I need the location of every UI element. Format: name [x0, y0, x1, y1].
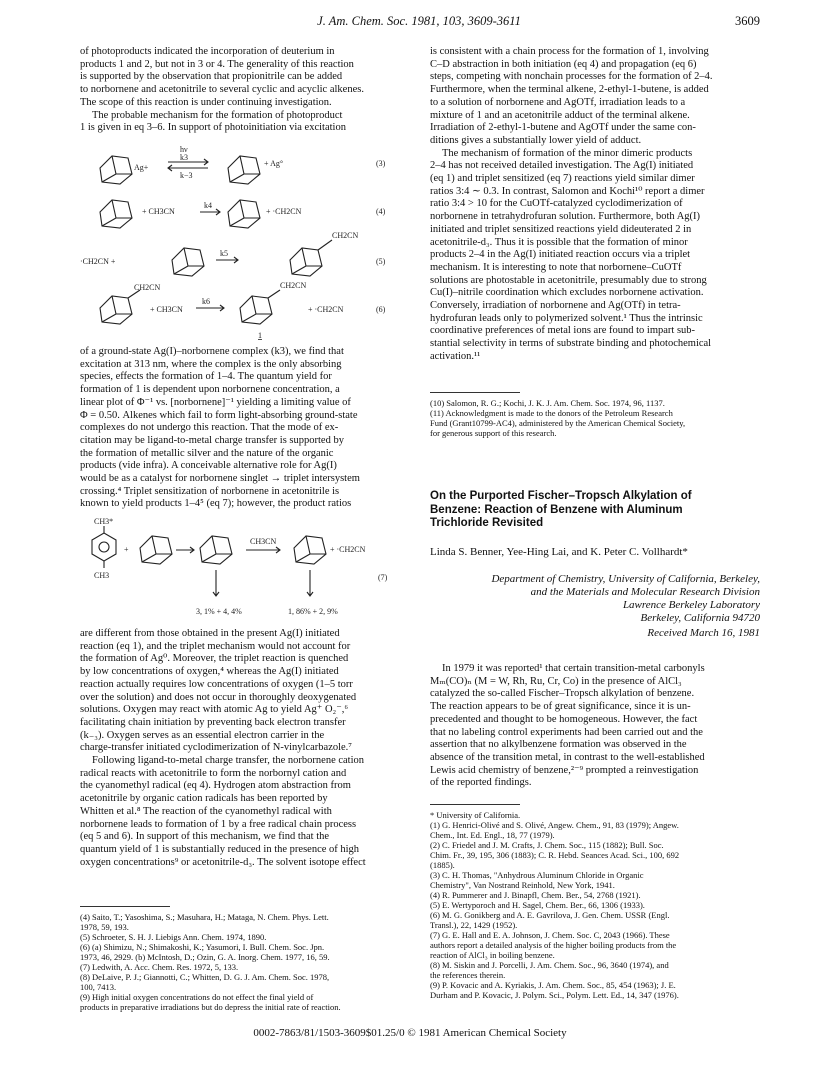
- reference-line: Transl.), 22, 1429 (1952).: [430, 920, 518, 930]
- footnote-divider: [430, 804, 520, 805]
- text-line: oxygen concentrations⁹ or acetonitrile-d₃. The solvent isotope effect: [80, 856, 366, 868]
- text-line: that no labeling control experiments had been carried out and the: [430, 726, 703, 738]
- arrow: [176, 547, 194, 553]
- text-line: absence of the transition metal, in contrast to the well-established: [430, 751, 705, 763]
- text-line: charge-transfer initiated cyclodimerization of N-vinylcarbazole.⁷: [80, 742, 352, 754]
- footnote-divider: [430, 392, 520, 393]
- title-line: Benzene: Reaction of Benzene with Aluminum: [430, 503, 683, 516]
- compound-1-label: 1: [258, 331, 262, 340]
- norbornyl-cation-structure: [228, 200, 260, 228]
- eq5-number: (5): [376, 257, 386, 266]
- k-3-label: k−3: [180, 171, 193, 180]
- author-list: [430, 546, 760, 558]
- text-line: of a ground-state Ag(I)–norbornene complex (k3), we find that: [80, 346, 344, 357]
- text-line: The reaction appears to be of great significance, since it is un-: [430, 701, 691, 713]
- text-line: of photoproducts indicated the incorporation of deuterium in: [80, 46, 335, 57]
- text-line: formation of 1 is dependent upon norbornene concentration, a: [80, 384, 340, 396]
- text-line: Mₘ(CO)ₙ (M = W, Rh, Ru, Cr, Co) in the presence of AlCl₃: [430, 675, 682, 687]
- text-line: Furthermore, when the terminal alkene, 2-ethyl-1-butene, is added: [430, 84, 709, 96]
- title-line: Trichloride Revisited: [430, 517, 544, 529]
- ag-plus-label: Ag+: [134, 163, 149, 172]
- text-line: complexes do not undergo this reaction. That the mode of ex-: [80, 422, 339, 434]
- reference-line: Durham and P. Kovacic, J. Polym. Sci., Polym. Lett. Ed., 14, 347 (1976).: [430, 990, 679, 1000]
- text-line: Conversely, irradiation of norbornene and Ag(OTf) in tetra-: [430, 300, 681, 312]
- reference-line: (8) DeLaive, P. J.; Giannotti, C.; Whitten, D. G. J. Am. Chem. Soc. 1978,: [80, 972, 330, 982]
- authors: Linda S. Benner, Yee-Hing Lai, and K. Peter C. Vollhardt*: [430, 546, 688, 558]
- left-top-paragraph: [80, 46, 396, 135]
- acetonitrile-label: + CH3CN: [150, 305, 183, 314]
- reaction-scheme-eq3-6: [80, 140, 396, 340]
- k3-label: k3: [180, 153, 188, 162]
- reference-line: 1973, 46, 2929. (b) McIntosh, D.; Ozin, G. A. Inorg. Chem. 1977, 16, 59.: [80, 952, 330, 962]
- text-line: by low concentrations of oxygen,⁴ whereas the Ag(I) initiated: [80, 666, 339, 678]
- cyanomethyl-product-label: + ·CH2CN: [330, 545, 366, 554]
- reference-line: Chem., Int. Ed. Engl., 18, 77 (1979).: [430, 830, 555, 840]
- norbornene-structure: [172, 248, 204, 276]
- text-line: citation may be ligand-to-metal charge transfer is supported by: [80, 434, 344, 446]
- text-line: 1 is given in eq 3–6. In support of photoinitiation via excitation: [80, 122, 346, 134]
- journal-citation: J. Am. Chem. Soc. 1981, 103, 3609-3611: [317, 14, 521, 28]
- norbornyl-radical-structure: [294, 536, 326, 564]
- text-line: ratios 3:4 ∼ 0.3. In contrast, Salomon and Kochi¹⁰ report a dimer: [430, 185, 705, 197]
- plus-sign: +: [124, 545, 129, 554]
- reference-line: authors report a detailed analysis of the higher boiling products from the: [430, 940, 677, 950]
- article-title: [430, 490, 760, 531]
- text-line: would be as a catalyst for norbornene singlet → triplet intersystem: [80, 473, 360, 485]
- norbornene-cation-radical-structure: [228, 156, 260, 184]
- text-line: acetonitrile-d₃. Thus it is possible that the formation of minor: [430, 236, 688, 248]
- affiliation-line: Berkeley, California 94720: [640, 612, 760, 624]
- k4-label: k4: [204, 201, 212, 210]
- text-line: Irradiation of 2-ethyl-1-butene and AgOTf under the same con-: [430, 122, 696, 134]
- methyl-triplet-label: CH3*: [94, 518, 114, 526]
- text-line: The mechanism of formation of the minor dimeric products: [442, 147, 693, 159]
- affiliation-line: and the Materials and Molecular Research Division: [530, 586, 760, 598]
- footnote-divider: [80, 906, 170, 907]
- reference-line: (6) (a) Shimizu, N.; Shimakoshi, K.; Yasumori, I. Bull. Chem. Soc. Jpn.: [80, 942, 325, 952]
- reference-line: 1978, 59, 193.: [80, 922, 129, 932]
- left-footnotes: [80, 912, 396, 1012]
- cyanomethyl-product-label: + ·CH2CN: [308, 305, 344, 314]
- text-line: steps, competing with nonchain processes for the formation of 2–4.: [430, 71, 713, 83]
- reference-line: (2) C. Friedel and J. M. Crafts, J. Chem. Soc., 115 (1882); Bull. Soc.: [430, 840, 664, 850]
- text-line: (eq 5 and 6). In support of this mechanism, we find that the: [80, 831, 330, 843]
- reference-line: Chemistry", Van Nostrand Reinhold, New York, 1941.: [430, 880, 615, 890]
- forward-arrow: [168, 159, 208, 165]
- reference-line: (7) G. E. Hall and E. A. Johnson, J. Chem. Soc. C, 2043 (1966). These: [430, 930, 670, 940]
- reference-line: (1885).: [430, 860, 455, 870]
- text-line: to a solution of norbornene and AgOTf, irradiation leads to a: [430, 96, 686, 108]
- reference-line: (8) M. Siskin and J. Porcelli, J. Am. Chem. Soc., 96, 3640 (1974), and: [430, 960, 669, 970]
- text-line: Φ = 0.50. Alkenes which fail to form light-absorbing ground-state: [80, 409, 358, 421]
- text-line: coordinative preferences of metal ions are found to impart sub-: [430, 325, 696, 337]
- k5-label: k5: [220, 249, 228, 258]
- text-line: Cu(I)–nitrile coordination which excludes norbornene activation.: [430, 287, 704, 299]
- reference-line: Chim. Fr., 39, 195, 306 (1883); C. R. Hebd. Seances Acad. Sci., 100, 692: [430, 850, 680, 860]
- reference-line: products in preparative irradiations but do depress the initial rate of reaction.: [80, 1002, 341, 1012]
- reference-line: Fund (Grant10799-AC4), administered by the American Chemical Society,: [430, 418, 686, 428]
- right-top-paragraph: [430, 46, 760, 364]
- text-line: solutions are photostable in acetonitrile, presumably due to strong: [430, 274, 707, 286]
- text-line: the formation of Ag⁰. Moreover, the triplet reaction is quenched: [80, 653, 349, 665]
- text-line: assertion that no alkylbenzene formation was observed in the: [430, 739, 687, 751]
- text-line: The probable mechanism for the formation of photoproduct: [92, 109, 343, 121]
- reference-line: (3) C. H. Thomas, "Anhydrous Aluminum Chloride in Organic: [430, 870, 644, 880]
- norbornene-cation-structure: [100, 200, 132, 228]
- text-line: stantial selectivity in terms of substrate binding and photochemical: [430, 338, 712, 350]
- ch2cn-label: CH2CN: [134, 283, 161, 292]
- text-line: the formation of metallic silver and the nature of the organic: [80, 447, 334, 459]
- hv-label: hν: [180, 145, 188, 154]
- text-line: initiated and triplet sensitized reactions yield dideuterated 2 in: [430, 223, 692, 235]
- dimer-yields-right: 1, 86% + 2, 9%: [288, 607, 338, 616]
- text-line: The scope of this reaction is under continuing investigation.: [80, 96, 332, 108]
- text-line: Lewis acid chemistry of benzene,²⁻⁹ prompted a reinvestigation: [430, 764, 699, 776]
- text-line: products (vide infra). A conceivable alternative role for Ag(I): [80, 460, 337, 472]
- text-line: norbornene in tetrahydrofuran solution. Furthermore, both Ag(I): [430, 211, 701, 223]
- reaction-scheme-eq7: [80, 518, 396, 622]
- ch2cn-label: CH2CN: [332, 231, 359, 240]
- page-footer: 0002-7863/81/1503-3609$01.25/0 © 1981 American Chemical Society: [253, 1027, 567, 1039]
- text-line: precedented and thought to be homogeneous. However, the fact: [430, 713, 698, 725]
- norbornene-structure: [140, 536, 172, 564]
- ch2cn-label: CH2CN: [280, 281, 307, 290]
- right-bottom-footnotes: [430, 810, 760, 1000]
- text-line: to norbornene and acetonitrile to several cyclic and acyclic alkenes.: [80, 84, 364, 96]
- text-line: facilitating chain initiation by preventing back electron transfer: [80, 716, 346, 728]
- reference-line: (6) M. G. Gonikberg and A. E. Gavrilova, J. Gen. Chem. USSR (Engl.: [430, 910, 670, 920]
- text-line: are different from those obtained in the present Ag(I) initiated: [80, 628, 340, 639]
- text-line: reaction actually requires low concentrations of oxygen (1–5 torr: [80, 678, 353, 690]
- received-date: Received March 16, 1981: [647, 627, 760, 639]
- abstract-paragraph: [430, 663, 760, 790]
- reference-line: (4) Saito, T.; Yasoshima, S.; Masuhara, H.; Mataga, N. Chem. Phys. Lett.: [80, 912, 329, 922]
- text-line: reaction (eq 1), and the triplet mechanism would not account for: [80, 640, 351, 652]
- text-line: over the solution) and does not occur in thoroughly deoxygenated: [80, 691, 357, 703]
- text-line: is supported by the observation that propionitrile can be added: [80, 71, 343, 83]
- text-line: hydrofuran leads only to polymerized solvent.¹ Thus the intrinsic: [430, 312, 703, 324]
- left-bottom-paragraph: [80, 628, 396, 869]
- affiliation: [430, 573, 760, 640]
- reference-line: for generous support of this research.: [430, 428, 557, 438]
- reference-line: (11) Acknowledgment is made to the donors of the Petroleum Research: [430, 408, 673, 418]
- cyanomethyl-radical-label: ·CH2CN +: [80, 257, 116, 266]
- reference-line: (9) High initial oxygen concentrations do not effect the final yield of: [80, 992, 314, 1002]
- text-line: Whitten et al.⁸ The reaction of the cyanomethyl radical with: [80, 805, 332, 817]
- page-number: 3609: [735, 14, 760, 28]
- text-line: products 2–4 in the Ag(I) initiated reaction occurs via a triplet: [430, 249, 691, 261]
- text-line: crossing.⁴ Triplet sensitization of norbornene in acetonitrile is: [80, 485, 340, 497]
- affiliation-line: Lawrence Berkeley Laboratory: [622, 599, 760, 611]
- eq3-number: (3): [376, 159, 386, 168]
- cyanomethyl-product-label: + ·CH2CN: [266, 207, 302, 216]
- text-line: radical reacts with acetonitrile to form the norbornyl cation and: [80, 767, 347, 779]
- text-line: 2–4 has not received detailed investigation. The Ag(I) initiated: [430, 160, 694, 172]
- ag0-label: + Ag°: [264, 159, 284, 168]
- cyanomethylnorbornyl-radical-structure: [290, 240, 332, 276]
- text-line: acetonitrile by organic cation radicals has been reported by: [80, 793, 328, 805]
- text-line: quantum yield of 1 is substantially reduced in the presence of high: [80, 843, 360, 855]
- k6-label: k6: [202, 297, 210, 306]
- acetonitrile-label: + CH3CN: [142, 207, 175, 216]
- toluene-triplet-structure: [92, 526, 116, 568]
- reference-line: reaction of AlCl₃ in boiling benzene.: [430, 950, 555, 960]
- text-line: ratio 3:4 > 10 for the CuOTf-catalyzed cyclodimerization of: [430, 198, 683, 210]
- text-line: mixture of 1 and an acetonitrile adduct of the terminal alkene.: [430, 109, 690, 121]
- down-arrow: [307, 570, 313, 596]
- affiliation-line: Department of Chemistry, University of California, Berkeley,: [491, 573, 760, 585]
- text-line: activation.¹¹: [430, 350, 481, 362]
- norbornene-triplet-structure: [200, 536, 232, 564]
- reference-line: (1) G. Henrici-Olivé and S. Olivé, Angew. Chem., 91, 83 (1979); Angew.: [430, 820, 679, 830]
- reference-line: (5) E. Wertyporoch and H. Sagel, Chem. Ber., 66, 1306 (1933).: [430, 900, 645, 910]
- text-line: In 1979 it was reported¹ that certain transition-metal carbonyls: [442, 663, 705, 674]
- down-arrow: [213, 570, 219, 596]
- product-1-structure: [240, 290, 280, 324]
- reference-line: * University of California.: [430, 810, 521, 820]
- right-top-footnotes: [430, 398, 760, 438]
- text-line: catalyzed the so-called Fischer–Tropsch alkylation of benzene.: [430, 688, 695, 700]
- text-line: is consistent with a chain process for the formation of 1, involving: [430, 46, 709, 57]
- reference-line: (4) R. Pummerer and J. Binapfl, Chem. Ber., 54, 2768 (1921).: [430, 890, 641, 900]
- dimer-yields-left: 3, 1% + 4, 4%: [196, 607, 242, 616]
- reference-line: (5) Schroeter, S. H. J. Liebigs Ann. Chem. 1974, 1890.: [80, 932, 267, 942]
- cyanomethylnorbornyl-radical-reactant-structure: [100, 290, 140, 324]
- reference-line: the references therein.: [430, 970, 506, 980]
- text-line: mechanism. It is interesting to note that norbornene–CuOTf: [430, 261, 682, 273]
- text-line: norbornene leads to formation of 1 by a free radical chain process: [80, 818, 357, 830]
- text-line: species, effects the formation of 1–4. The quantum yield for: [80, 371, 332, 383]
- text-line: excitation at 313 nm, where the complex is the only absorbing: [80, 358, 342, 370]
- norbornene-ag-complex-structure: [100, 156, 132, 184]
- arrow: [196, 305, 224, 311]
- methyl-label: CH3: [94, 571, 110, 580]
- acetonitrile-label: CH3CN: [250, 537, 277, 546]
- left-mid-paragraph: [80, 346, 396, 511]
- arrow: [246, 547, 280, 553]
- text-line: known to yield products 1–4⁵ (eq 7); however, the product ratios: [80, 498, 352, 510]
- text-line: solutions. Oxygen may react with atomic Ag to yield Ag⁺ O₂⁻,⁶: [80, 704, 349, 716]
- running-header: [78, 14, 760, 32]
- text-line: Following ligand-to-metal charge transfer, the norbornene cation: [92, 755, 365, 767]
- text-line: (k₋₃). Oxygen serves as an essential electron carrier in the: [80, 729, 325, 741]
- text-line: products 1 and 2, but not in 3 or 4. The generality of this reaction: [80, 58, 354, 70]
- reference-line: (9) P. Kovacic and A. Kyriakis, J. Am. Chem. Soc., 85, 454 (1963); J. E.: [430, 980, 676, 990]
- text-line: (eq 1) and triplet sensitized (eq 7) reactions yield similar dimer: [430, 173, 695, 185]
- eq4-number: (4): [376, 207, 386, 216]
- text-line: ditions gives a substantially lower yield of adduct.: [430, 134, 642, 146]
- reference-line: 100, 7413.: [80, 982, 117, 992]
- eq6-number: (6): [376, 305, 386, 314]
- text-line: C–D abstraction in both initiation (eq 4) and propagation (eq 6): [430, 58, 697, 70]
- reference-line: (10) Salomon, R. G.; Kochi, J. K. J. Am. Chem. Soc. 1974, 96, 1137.: [430, 398, 665, 408]
- text-line: linear plot of Φ⁻¹ vs. [norbornene]⁻¹ yielding a limiting value of: [80, 396, 351, 408]
- text-line: of the reported findings.: [430, 777, 532, 789]
- eq7-number: (7): [378, 573, 388, 582]
- reference-line: (7) Ledwith, A. Acc. Chem. Res. 1972, 5, 133.: [80, 962, 239, 972]
- title-line: On the Purported Fischer–Tropsch Alkylation of: [430, 490, 692, 502]
- text-line: the cyanomethyl radical (eq 4). Hydrogen atom abstraction from: [80, 780, 351, 792]
